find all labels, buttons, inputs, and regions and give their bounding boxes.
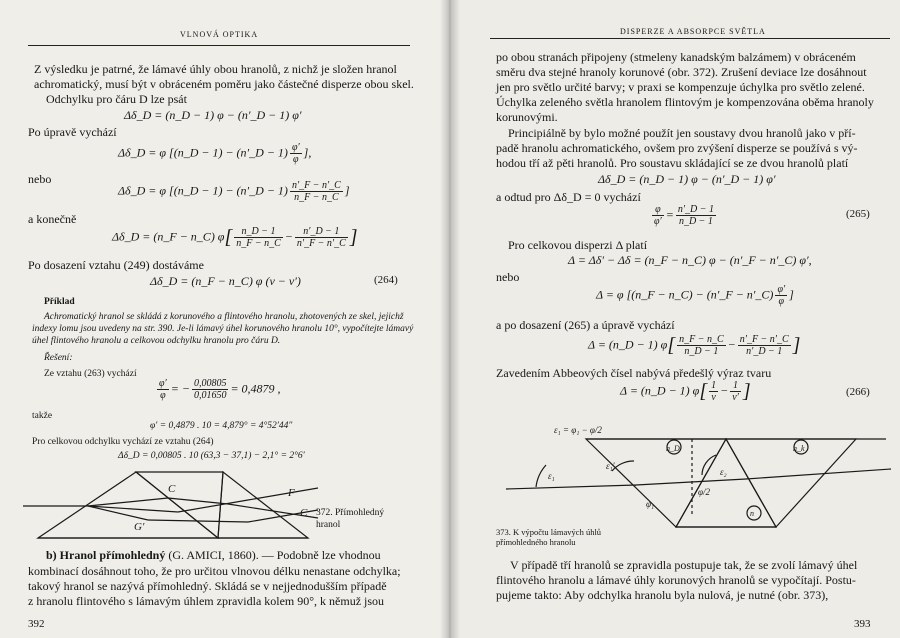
left-para1-line1: Z výsledku je patrné, že lámavé úhly obou hranolů, z nichž je složen hranol xyxy=(34,62,397,76)
left-after-eq1: Po úpravě vychází xyxy=(28,125,117,139)
right-eq2-number: (265) xyxy=(846,208,870,220)
left-konecne: a konečně xyxy=(28,212,77,226)
right-eq4: Δ = φ [(n_F − n_C) − (n′_F − n′_C) $\frac{\varphi'}{\varphi}$ ] xyxy=(596,284,794,307)
right-running-header: DISPERZE A ABSORPCE SVĚTLA xyxy=(620,27,766,36)
right-page xyxy=(450,0,900,638)
right-page-number: 393 xyxy=(854,618,871,630)
left-eq4: Δδ_D = (n_F − n_C) φ[ $\frac{n\_D - 1}{n\_F - n\_C}$ − $\frac{n'\_D - 1}{n'\_F - n'\_C}$ ] xyxy=(112,226,358,249)
left-eq3: Δδ_D = φ [(n_D − 1) − (n′_D − 1) $\frac{n'\_F - n'\_C}{n\_F - n\_C}$ ] xyxy=(118,180,350,203)
right-eq5: Δ = (n_D − 1) φ[ $\frac{n\_F - n\_C}{n\_D - 1}$ − $\frac{n'\_F - n'\_C}{n'\_D - 1}$ ] xyxy=(588,334,801,357)
example-celkovou: Pro celkovou odchylku vychází ze vztahu (264) xyxy=(32,437,214,447)
fig372-label-c2: C xyxy=(300,507,308,519)
right-eq1: Δδ_D = (n_D − 1) φ − (n′_D − 1) φ′ xyxy=(598,172,776,186)
fig373-label-nk: n_k xyxy=(793,444,805,453)
fig373-label-eps1p: ε₁′ xyxy=(606,461,615,471)
fig373-label-phi1: φ₁ xyxy=(646,499,655,509)
example-takze: takže xyxy=(32,411,53,421)
right-para1-line2: směru dva stejné hranoly korunové (obr. 372). Zrušení deviace lze dosáhnout xyxy=(496,65,867,79)
right-odtud: a odtud pro Δδ_D = 0 vychází xyxy=(496,190,641,204)
right-eq6: Δ = (n_D − 1) φ[ $\frac{1}{\nu}$ − $\frac{1}{\nu'}$ ] xyxy=(620,380,751,403)
left-para1-line2: achromatický, musí být v obráceném poměru jako částečné disperze obou skel. xyxy=(34,77,414,91)
right-dosazeni: a po dosazení (265) a úpravě vychází xyxy=(496,318,675,332)
example-ze-vztahu: Ze vztahu (263) vychází xyxy=(44,369,137,379)
fig372-label-g: G′ xyxy=(134,521,145,533)
left-page xyxy=(0,0,448,638)
right-eq2: $\frac{\varphi}{\varphi'}$ = $\frac{n'\_D - 1}{n\_D - 1}$ xyxy=(654,204,715,227)
right-abbe: Zavedením Abbeových čísel nabývá předešlý výraz tvaru xyxy=(496,366,772,380)
book-gutter xyxy=(440,0,460,638)
left-nebo: nebo xyxy=(28,172,52,186)
fig373-label-phi-half: φ/2 xyxy=(698,487,710,497)
fig372-label-f: F xyxy=(288,487,295,499)
fig373-label-eps2: ε₂ xyxy=(720,467,727,477)
fig373-label-n: n xyxy=(750,509,754,518)
right-para3-line2: flintového hranolu a lámavé úhly korunových hranolů se vypočítají. Postu- xyxy=(496,573,856,587)
para-b-line4: z hranolu flintového s lámavým úhlem zpravidla kolem 90°, k němuž jsou xyxy=(28,594,385,608)
para-b-line2: kombinací dosáhnout toho, že pro určitou vlnovou délku nenastane odchylka; xyxy=(28,564,401,578)
right-para1-line4: Úchylka zeleného světla hranolem flintovým je kompenzována oběma hranoly xyxy=(496,95,874,109)
right-eq3: Δ = Δδ′ − Δδ = (n_F − n_C) φ − (n′_F − n′_C) φ′, xyxy=(568,253,812,267)
example-line3: úhel flintového hranolu a celkovou odchylku hranolu pro čáru D. xyxy=(32,336,281,346)
figure-373-prism-angles xyxy=(496,415,896,535)
left-eq2: Δδ_D = φ [(n_D − 1) − (n′_D − 1) $\frac{\varphi'}{\varphi}$ ], xyxy=(118,142,312,165)
left-para1-line3: Odchylku pro čáru D lze psát xyxy=(46,92,187,106)
right-para3-line1: V případě tří hranolů se zpravidla postupuje tak, že se zvolí lámavý úhel xyxy=(510,558,858,572)
right-nebo: nebo xyxy=(496,270,520,284)
right-para2-line2: padě hranolu achromatického, ovšem pro zvýšení disperze se používá s vý- xyxy=(496,141,858,155)
right-para1-line1: po obou stranách připojeny (stmeleny kanadským balzámem) v obráceném xyxy=(496,50,856,64)
right-header-rule xyxy=(490,38,890,39)
left-header-rule xyxy=(28,45,410,46)
para-b-line1: b) Hranol přímohledný (G. AMICI, 1860). — Podobně lze vhodnou xyxy=(46,548,381,562)
right-para2-line1: Principiálně by bylo možné použít jen soustavy dvou hranolů jako v pří- xyxy=(508,126,856,140)
left-dosazeni: Po dosazení vztahu (249) dostáváme xyxy=(28,258,204,272)
fig372-caption-line1: 372. Přímohledný xyxy=(316,508,385,518)
right-para3-line3: pujeme takto: Aby odchylka hranolu byla nulová, je nutné (obr. 373), xyxy=(496,588,829,602)
left-eq5-number: (264) xyxy=(374,274,398,286)
example-calc3: Δδ_D = 0,00805 . 10 (63,3 − 37,1) − 2,1° = 2°6′ xyxy=(118,451,305,461)
right-para1-line5: korunovými. xyxy=(496,110,558,124)
fig373-caption-line1: 373. K výpočtu lámavých úhlů xyxy=(496,527,602,537)
fig373-label-eps1: ε₁ xyxy=(548,471,555,481)
example-title: Příklad xyxy=(44,297,75,307)
fig373-label-eps-formula: ε₁ = φ₁ − φ/2 xyxy=(554,425,602,435)
left-running-header: VLNOVÁ OPTIKA xyxy=(180,30,259,39)
left-eq5: Δδ_D = (n_F − n_C) φ (ν − ν′) xyxy=(150,274,301,288)
example-calc2: φ′ = 0,4879 . 10 = 4,879° = 4°52′44″ xyxy=(150,421,293,431)
example-line1: Achromatický hranol se skládá z korunového a flintového hranolu, zhotovených ze skel, jejichž xyxy=(44,312,404,322)
fig372-label-c1: C xyxy=(168,483,176,495)
right-celkovou: Pro celkovou disperzi Δ platí xyxy=(508,238,648,252)
fig373-label-nd: n_D xyxy=(666,444,680,453)
figure-372-direct-vision-prism xyxy=(18,460,358,550)
fig372-caption-line2: hranol xyxy=(316,520,341,530)
left-page-number: 392 xyxy=(28,618,45,630)
right-para2-line3: hodou tří až pěti hranolů. Pro soustavu skládající se ze dvou hranolů platí xyxy=(496,156,849,170)
right-para1-line3: jen pro světlo určité barvy; v praxi se kompenzuje úchylka pro světlo zelené. xyxy=(496,80,865,94)
left-eq1: Δδ_D = (n_D − 1) φ − (n′_D − 1) φ′ xyxy=(124,108,302,122)
example-calc1: $\frac{\varphi'}{\varphi}$ = − $\frac{0,00805}{0,01650}$ = 0,4879 , xyxy=(159,378,281,401)
para-b-line3: takový hranol se nazývá přímohledný. Skládá se v nejjednodušším případě xyxy=(28,579,387,593)
fig373-caption-line2: přímohledného hranolu xyxy=(496,537,576,547)
example-line2: indexy lomu jsou uvedeny na str. 390. Je-li lámavý úhel korunového hranolu 10°, vypočítejte lámavý xyxy=(32,324,414,334)
right-eq6-number: (266) xyxy=(846,386,870,398)
example-reseni: Řešení: xyxy=(44,353,73,363)
